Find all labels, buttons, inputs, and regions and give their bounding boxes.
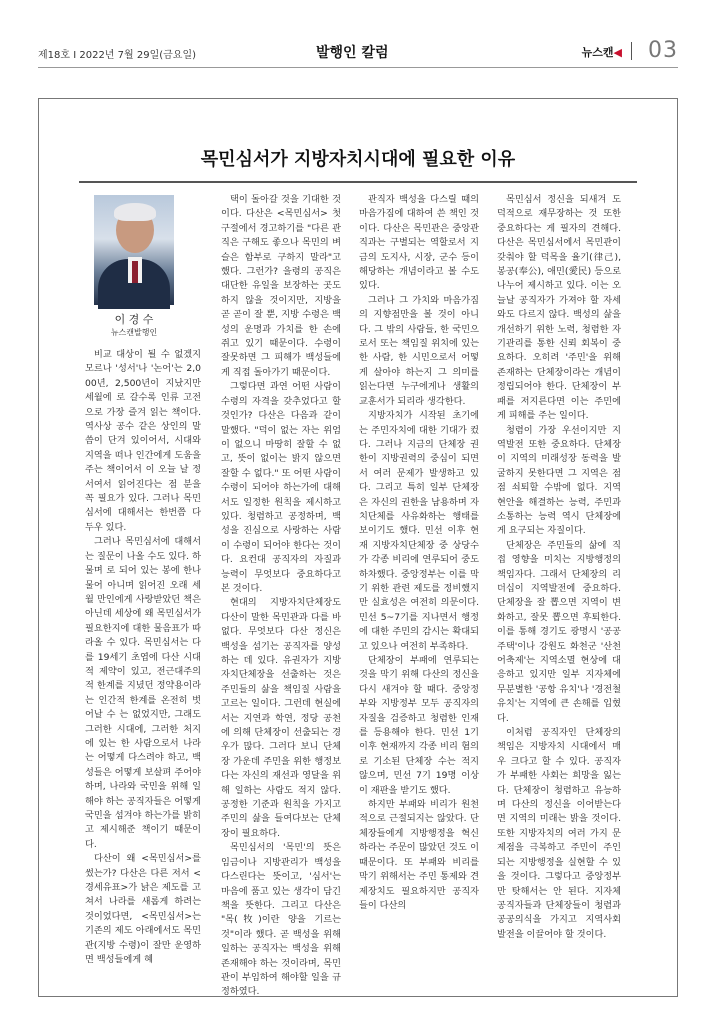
- article-column-3: [359, 193, 479, 988]
- article-column-2: [221, 193, 341, 998]
- article-title: 목민심서가 지방자치시대에 필요한 이유: [200, 149, 516, 170]
- brand-logo: [582, 44, 622, 60]
- paragraph: 그러나 그 가치와 마음가짐의 지향점만을 볼 것이 아니다. 그 밖의 사람들, 한 국민으로서 또는 책임질 위치에 있는 한 사람, 한 시민으로서 어떻게 살아야 하는지 그 의미를 읽는다면 누구에게나 생활의 교훈서가 되리라 생각한다.: [359, 294, 479, 407]
- paragraph: 하지만 부패와 비리가 원천적으로 근절되지는 않았다. 단체장들에게 지방행정을 혁신하라는 주문이 많았던 것도 이 때문이다. 또 부패와 비리를 막기 위해서는 주민 통제와 견제장치도 필요하지만 공직자들이 다산의: [359, 799, 479, 911]
- brand-mark-icon: ◀: [613, 46, 622, 59]
- paragraph: 이처럼 공직자인 단체장의 책임은 지방자치 시대에서 매우 크다고 할 수 있다. 공직자가 부패한 사회는 희망을 잃는다. 단체장이 청렴하고 유능하며 다산의 정신을 이어받는다면 지역의 미래는 밝을 것이다. 또한 지방자치의 여러 가지 문제점을 극복하고 주민이 주인 되는 지방행정을 실현할 수 있을 것이다. 그렇다고 중앙정부만 탓해서는 안 된다. 지자체 공직자들과 단체장들이 청렴과 공공의식을 가지고 지역사회 발전을 이끌어야 할 것이다.: [497, 727, 621, 940]
- paragraph: 단체장은 주민들의 삶에 직접 영향을 미치는 지방행정의 책임자다. 그래서 단체장의 리더십이 지역발전에 중요하다. 단체장을 잘 뽑으면 지역이 변화하고, 잘못 뽑으면 후퇴한다. 이를 통해 경기도 광명시 '공공주택'이나 강원도 화천군 '산천어축제'는 지역소멸 현상에 대응하고 있지만 일부 지자체에 무분별한 '공항 유치'나 '경전철 유치'는 지역에 큰 손해를 입혔다.: [497, 539, 621, 724]
- paragraph: 목민심서 정신을 되새겨 도덕적으로 재무장하는 것 또한 중요하다는 게 필자의 견해다. 다산은 목민심서에서 목민관이 갖춰야 할 덕목을 율기(律己), 봉공(奉公), 애민(愛民) 등으로 나누어 제시하고 있다. 이는 오늘날 공직자가 가져야 할 자세와도 다르지 않다. 백성의 삶을 개선하기 위한 노력, 청렴한 자기관리를 통한 신뢰 회복이 중요하다. 오히려 '주민'을 위해 존재하는 단체장이라는 개념이 정립되어야 한다. 단체장이 부패를 저지른다면 이는 주민에게 피해를 주는 일이다.: [497, 194, 621, 422]
- page-header: [38, 36, 678, 66]
- author-photo: [94, 195, 174, 305]
- page-number: 03: [648, 38, 678, 63]
- paragraph: 비교 대상이 될 수 없겠지 모르나 '성서'나 '논어'는 2,000년, 2,500년이 지났지만 세월에 로 갈수록 인류 고전으로 가장 즐겨 읽는 책이다. 역사상 공수 같은 상인의 말씀이 단겨 있이어서, 시대와 지역을 떠나 인간에게 도움을 주는 책이어서 이 오늘 날 정서여서 읽어진다는 점 분을 꼭 필요가 있다. 그러나 목민심서에 대해서는 한번쯤 다 두우 있다.: [85, 349, 201, 533]
- paragraph: 목민심서의 '목민'의 뜻은 임금이나 지방관리가 백성을 다스린다는 뜻이고, '심서'는 마음에 품고 있는 생각이 담긴 책을 뜻한다. 그리고 다산은 "목(牧)이란 양을 기르는 것"이라 했다. 곧 백성을 위해 일하는 공직자는 백성을 위해 존재해야 하는 것이라며, 목민관이 부임하여 해야할 일을 규정하였다.: [221, 842, 341, 998]
- header-rule: [38, 67, 678, 68]
- header-divider: [631, 42, 632, 60]
- title-divider: [79, 181, 637, 183]
- article-column-1: [85, 348, 201, 988]
- article-column-4: [497, 193, 621, 988]
- paragraph: 다산이 왜 <목민심서>를 썼는가? 다산은 다른 저서 <경세유표>가 낡은 제도를 고쳐서 나라를 새롭게 하려는 것이었다면, <목민심서>는 기존의 제도 아래에서도 목민관(지방 수령)이 잘만 운영하면 백성들에게 혜: [85, 853, 201, 966]
- paragraph: 지방자치가 시작된 초기에는 주민자치에 대한 기대가 컸다. 그러나 지금의 단체장 권한이 지방권력의 중심이 되면서 여러 문제가 발생하고 있다. 그리고 특히 일부 단체장은 자신의 권한을 남용하며 자치단체를 사유화하는 행태를 보이기도 했다. 민선 이후 현재 지방자치단체장 중 상당수가 각종 비리에 연루되어 중도하차했다. 중앙정부는 이를 막기 위한 관련 제도를 정비했지만 실효성은 여전히 의문이다. 민선 5~7기를 지나면서 행정에 대한 주민의 감시는 확대되고 있으나 여전히 부족하다.: [359, 410, 479, 652]
- issue-date: 제18호 I 2022년 7월 29일(금요일): [38, 50, 197, 61]
- brand-name: 뉴스캔: [581, 46, 614, 59]
- paragraph: 청렴이 가장 우선이지만 지역발전 또한 중요하다. 단체장이 지역의 미래성장 동력을 발굴하지 못한다면 그 지역은 점점 쇠퇴할 수밖에 없다. 지역 현안을 해결하는 능력, 주민과 소통하는 능력 역시 단체장에게 요구되는 자질이다.: [497, 424, 621, 537]
- paragraph: 그러나 목민심서에 대해서는 질문이 나올 수도 있다. 하물며 로 되어 있는 봉에 한나 물어 아니며 읽어진 오래 세월 만인에게 사랑받았던 책은 아닌데 세상에 왜 목민심서가 필요한지에 대한 물음표가 따라올 수 있다. 목민심서는 다를 19세기 초엽에 다산 시대적 제약이 있고, 전근대주의적 한계를 지녔던 정약용이라는 인간적 한계를 온전히 벗어날 수 는 없었지만, 그래도 그러한 시대에, 그러한 처지에 있는 한 사람으로서 나라는 어떻게 다스려야 하고, 백성들은 어떻게 보살펴 주어야 하며, 나라와 국민을 위해 일해야 하는 공직자들은 어떻게 국민을 섬겨야 하는가를 밝히고 제시해준 책이기 때문이다.: [85, 536, 201, 850]
- author-name: 이 경 수: [114, 313, 154, 326]
- author-org: 뉴스캔발행인: [110, 328, 158, 337]
- paragraph: 택이 돌아갈 것을 기대한 것이다. 다산은 <목민심서> 첫 구절에서 경고하기를 "다른 관직은 구해도 좋으나 목민의 벼슬은 함부로 구하지 말라"고 했다. 그런가? 을령의 공직은 대단한 유일을 보장하는 곳도 하지 않을 것이지만, 지방을 곧 곧이 잘 뿐, 지방 수령은 백성의 운명과 가치를 한 손에 쥐고 있기 때문이다. 수령이 잘못하면 그 피해가 백성들에게 직접 돌아가기 때문이다.: [221, 194, 341, 378]
- paragraph: 현대의 지방자치단체장도 다산이 말한 목민관과 다를 바 없다. 무엇보다 다산 정신은 백성을 섬기는 공직자를 양성하는 데 있다. 유권자가 지방 자치단체장을 선출하는 것은 주민들의 삶을 책임질 사람을 고르는 일이다. 그런데 현실에서는 지연과 학연, 정당 공천에 의해 단체장이 선출되는 경우가 많다. 그러다 보니 단체장 가운데 주민을 위한 행정보다는 자신의 재선과 영달을 위해 일하는 사람도 적지 않다. 공정한 기준과 원칙을 가지고 주민의 삶을 들여다보는 단체장이 필요하다.: [221, 597, 341, 839]
- section-title: 발행인 칼럼: [316, 45, 389, 61]
- article-frame: [38, 98, 678, 997]
- paragraph: 그렇다면 과연 어떤 사람이 수령의 자격을 갖추었다고 할 것인가? 다산은 다음과 같이 말했다. "덕이 없는 자는 위엄이 없으니 마땅히 잘할 수 없고, 뜻이 없이는 밝지 않으면 잘할 수 없다." 또 어떤 사람이 수령이 되어야 하는가에 대해서도 일정한 원칙을 제시하고 있다. 청렴하고 공정하며, 백성을 진심으로 사랑하는 사람이 수령이 되어야 한다는 것이다. 요컨대 공직자의 자질과 능력이 무엇보다 중요하다고 본 것이다.: [221, 381, 341, 594]
- paragraph: 관직자 백성을 다스릴 때의 마음가짐에 대하여 쓴 책인 것이다. 다산은 목민관은 중앙관직과는 구별되는 역할로서 지금의 도지사, 시장, 군수 등이 해당하는 개념이라고 볼 수도 있다.: [359, 194, 479, 292]
- paragraph: 단체장이 부패에 연루되는 것을 막기 위해 다산의 정신을 다시 새겨야 할 때다. 중앙정부와 지방정부 모두 공직자의 자질을 검증하고 청렴한 인재를 등용해야 한다. 민선 1기 이후 현재까지 각종 비리 혐의로 기소된 단체장 수는 적지 않으며, 민선 7기 19명 이상이 재판을 받기도 했다.: [359, 655, 479, 796]
